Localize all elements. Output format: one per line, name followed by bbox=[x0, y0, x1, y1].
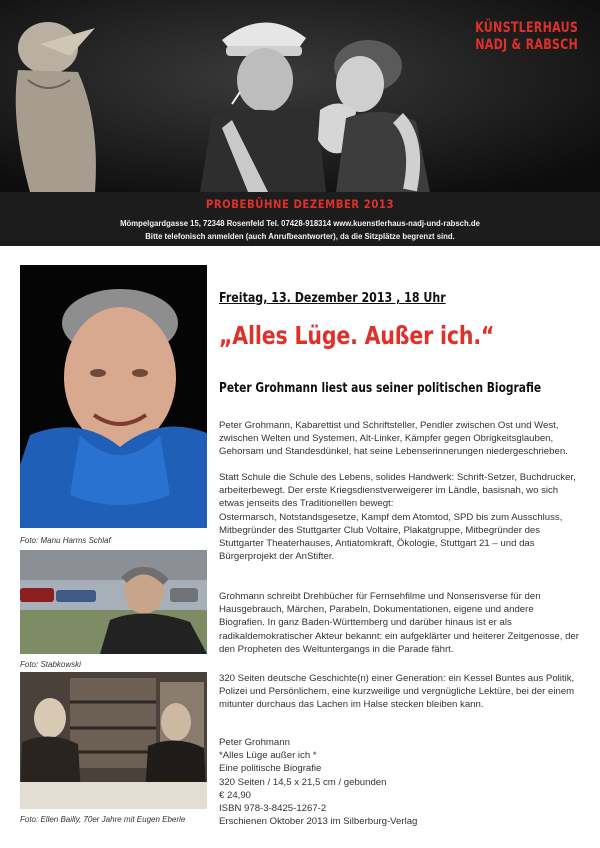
bio-paragraph-2-list: Ostermarsch, Notstandsgesetze, Kampf dem Atomtod, SPD bis zum Ausschluss, Mitbegründer des Stuttgarter Club Voltaire, Plakatgruppe, Mitbegründer des Stuttgarter Theaterhauses, Antiatomkraft, Ökologie, Stuttgart 21 – und das Bürgerprojekt der AnStifter. bbox=[219, 511, 563, 563]
book-author: Peter Grohmann bbox=[219, 737, 290, 748]
bio-paragraph-1: Peter Grohmann, Kabarettist und Schriftsteller, Pendler zwischen Ost und West, zwischen Welten und Systemen, Alt-Linker, Kämpfer gegen Obrigkeitsglauben, Gehorsam und Standesdünkel, hat seine Lebenserinnerungen niedergeschrieben. bbox=[219, 420, 568, 458]
event-date: Freitag, 13. Dezember 2013 , 18 Uhr bbox=[219, 291, 446, 306]
book-price: € 24,90 bbox=[219, 789, 252, 801]
stage-title: PROBEBÜHNE DEZEMBER 2013 bbox=[205, 197, 395, 211]
photo-caption-3: Foto: Ellen Bailly, 70er Jahre mit Eugen Eberle bbox=[20, 815, 186, 824]
bio-paragraph-2-intro: Statt Schule die Schule des Lebens, solides Handwerk: Schrift-Setzer, Buchdrucker, arbeiterbewegt. Der erste Kriegsdienstverweigerer im Ländle, basisnah, wo sich etwas jenseits des Traditionellen bewegt: bbox=[219, 472, 576, 510]
street-illustration bbox=[20, 550, 207, 654]
venue-address: Mömpelgardgasse 15, 72348 Rosenfeld Tel. 07428-918314 www.kuenstlerhaus-nadj-und-rabsch.de bbox=[120, 218, 480, 228]
photo-caption-1: Foto: Manu Harms Schlaf bbox=[20, 536, 111, 545]
venue-name bbox=[475, 20, 578, 54]
bio-paragraph-3: Grohmann schreibt Drehbücher für Fernsehfilme und Nonsensverse für den Hausgebrauch, Märchen, Parabeln, Dokumentationen, eigene und andere Biografien. In ganz Baden-Württemberg und darüber hinaus ist er als radikaldemokratischer Akteur bekannt: ein aufgeklärter und heiterer Zeitgenosse, der den Propheten des Weltuntergangs in die Parade fährt. bbox=[219, 591, 579, 655]
book-info bbox=[219, 736, 581, 828]
booking-note: Bitte telefonisch anmelden (auch Anrufbeantworter), da die Sitzplätze begrenzt sind. bbox=[145, 231, 455, 241]
archive-illustration bbox=[20, 672, 207, 809]
portrait-illustration bbox=[20, 265, 207, 528]
bio-paragraph-2 bbox=[219, 471, 581, 563]
event-subtitle: Peter Grohmann liest aus seiner politischen Biografie bbox=[219, 381, 542, 396]
archive-photo bbox=[20, 672, 207, 809]
portrait-photo bbox=[20, 265, 207, 528]
venue-name-line2: NADJ & RABSCH bbox=[475, 37, 578, 53]
book-genre: Eine politische Biografie bbox=[219, 763, 322, 775]
bio-paragraph-4: 320 Seiten deutsche Geschichte(n) einer Generation: ein Kessel Buntes aus Politik, Polizei und Persönlichem, eine kurzweilige und vergnügliche Lektüre, bei der einem mitunter durchaus das Lachen im Halse stecken bleiben kann. bbox=[219, 673, 575, 711]
book-publisher: Erschienen Oktober 2013 im Silberburg-Verlag bbox=[219, 816, 418, 828]
book-title: *Alles Lüge außer ich * bbox=[219, 750, 317, 762]
photo-caption-2: Foto: Stabkowski bbox=[20, 660, 81, 669]
event-title: „Alles Lüge. Außer ich.“ bbox=[219, 321, 495, 350]
book-isbn: ISBN 978-3-8425-1267-2 bbox=[219, 803, 327, 815]
street-photo bbox=[20, 550, 207, 654]
venue-name-line1: KÜNSTLERHAUS bbox=[475, 20, 578, 36]
book-format: 320 Seiten / 14,5 x 21,5 cm / gebunden bbox=[219, 776, 387, 788]
header-banner bbox=[0, 0, 600, 246]
